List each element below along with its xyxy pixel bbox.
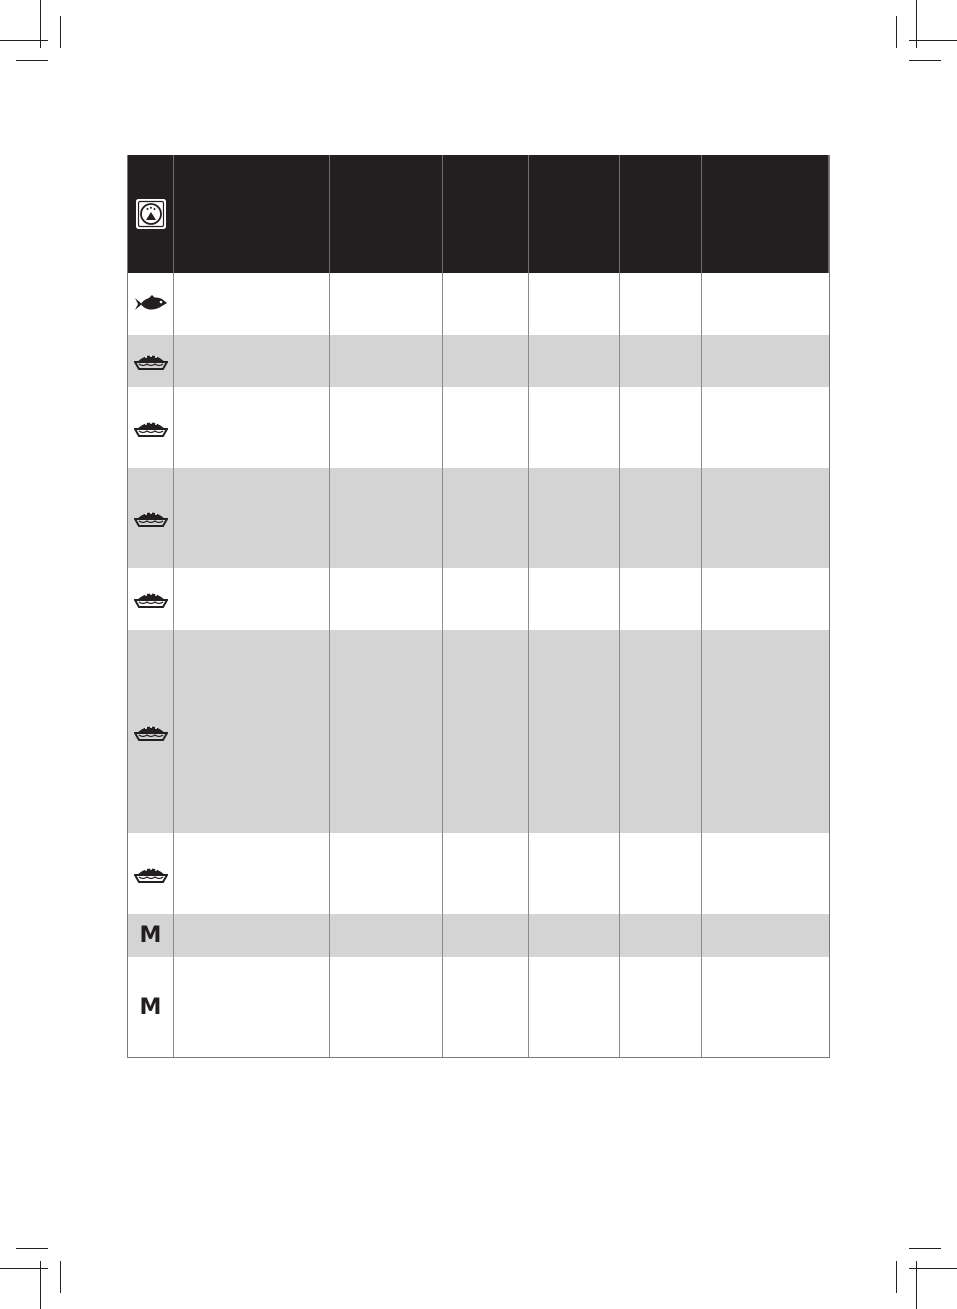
table-cell	[702, 957, 829, 1057]
row-icon-cell	[128, 833, 174, 914]
table-cell	[174, 468, 330, 568]
table-cell	[529, 387, 620, 468]
table-cell	[330, 914, 443, 957]
crop-mark	[60, 1261, 61, 1293]
table-cell	[702, 387, 829, 468]
table-cell	[702, 833, 829, 914]
table-cell	[443, 273, 529, 335]
crop-mark	[60, 16, 61, 48]
table-cell	[330, 630, 443, 833]
table-cell	[443, 568, 529, 630]
manual-mode-icon: M	[139, 994, 162, 1020]
table-cell	[620, 468, 702, 568]
table-cell	[620, 273, 702, 335]
header-col-2	[330, 155, 443, 273]
table-cell	[443, 468, 529, 568]
table-cell	[702, 273, 829, 335]
table-row	[128, 468, 829, 568]
row-icon-cell	[128, 335, 174, 387]
pie-icon	[134, 508, 168, 528]
table-cell	[702, 568, 829, 630]
crop-mark	[0, 1268, 48, 1269]
row-icon-cell	[128, 468, 174, 568]
table-cell	[529, 273, 620, 335]
crop-mark	[16, 60, 48, 61]
manual-mode-icon: M	[139, 923, 162, 948]
header-col-4	[529, 155, 620, 273]
pie-icon	[134, 722, 168, 742]
header-col-5	[620, 155, 702, 273]
table-cell	[443, 914, 529, 957]
table-cell	[330, 468, 443, 568]
table-header-row	[128, 155, 829, 273]
table-cell	[330, 387, 443, 468]
crop-mark	[909, 1248, 941, 1249]
table-row	[128, 335, 829, 387]
cooking-table	[127, 155, 830, 1058]
table-cell	[174, 957, 330, 1057]
header-icon-cell	[128, 155, 174, 273]
table-cell	[330, 568, 443, 630]
table-cell	[174, 914, 330, 957]
table-cell	[620, 914, 702, 957]
table-row	[128, 957, 829, 1057]
table-cell	[174, 273, 330, 335]
pie-icon	[134, 589, 168, 609]
table-cell	[620, 957, 702, 1057]
table-cell	[529, 568, 620, 630]
table-cell	[529, 630, 620, 833]
table-cell	[174, 335, 330, 387]
crop-mark	[896, 1261, 897, 1293]
row-icon-cell	[128, 957, 174, 1057]
table-cell	[330, 833, 443, 914]
table-cell	[702, 914, 829, 957]
table-cell	[330, 957, 443, 1057]
header-col-3	[443, 155, 529, 273]
table-row	[128, 387, 829, 468]
row-icon-cell	[128, 568, 174, 630]
table-cell	[529, 833, 620, 914]
row-icon-cell	[128, 273, 174, 335]
pie-icon	[134, 864, 168, 884]
table-cell	[330, 335, 443, 387]
table-cell	[529, 914, 620, 957]
table-cell	[620, 630, 702, 833]
table-cell	[620, 335, 702, 387]
table-cell	[702, 335, 829, 387]
row-icon-cell	[128, 914, 174, 957]
table-cell	[443, 957, 529, 1057]
table-cell	[702, 468, 829, 568]
table-cell	[443, 833, 529, 914]
oven-function-icon	[136, 199, 166, 229]
table-row	[128, 273, 829, 335]
table-cell	[443, 335, 529, 387]
header-col-1	[174, 155, 330, 273]
crop-mark	[909, 40, 957, 41]
table-cell	[529, 957, 620, 1057]
table-cell	[529, 335, 620, 387]
table-cell	[620, 387, 702, 468]
crop-mark	[909, 60, 941, 61]
table-cell	[174, 833, 330, 914]
pie-icon	[134, 351, 168, 371]
row-icon-cell	[128, 630, 174, 833]
table-row	[128, 568, 829, 630]
header-col-6	[702, 155, 829, 273]
crop-mark	[909, 1268, 957, 1269]
table-cell	[174, 630, 330, 833]
table-cell	[620, 833, 702, 914]
table-row	[128, 914, 829, 957]
crop-mark	[16, 1248, 48, 1249]
crop-mark	[0, 40, 48, 41]
table-cell	[443, 630, 529, 833]
pie-icon	[134, 418, 168, 438]
table-cell	[702, 630, 829, 833]
table-cell	[330, 273, 443, 335]
table-row	[128, 630, 829, 833]
fish-icon	[133, 295, 169, 313]
table-row	[128, 833, 829, 914]
table-cell	[174, 568, 330, 630]
table-cell	[443, 387, 529, 468]
table-cell	[174, 387, 330, 468]
row-icon-cell	[128, 387, 174, 468]
crop-mark	[896, 16, 897, 48]
table-cell	[529, 468, 620, 568]
table-cell	[620, 568, 702, 630]
